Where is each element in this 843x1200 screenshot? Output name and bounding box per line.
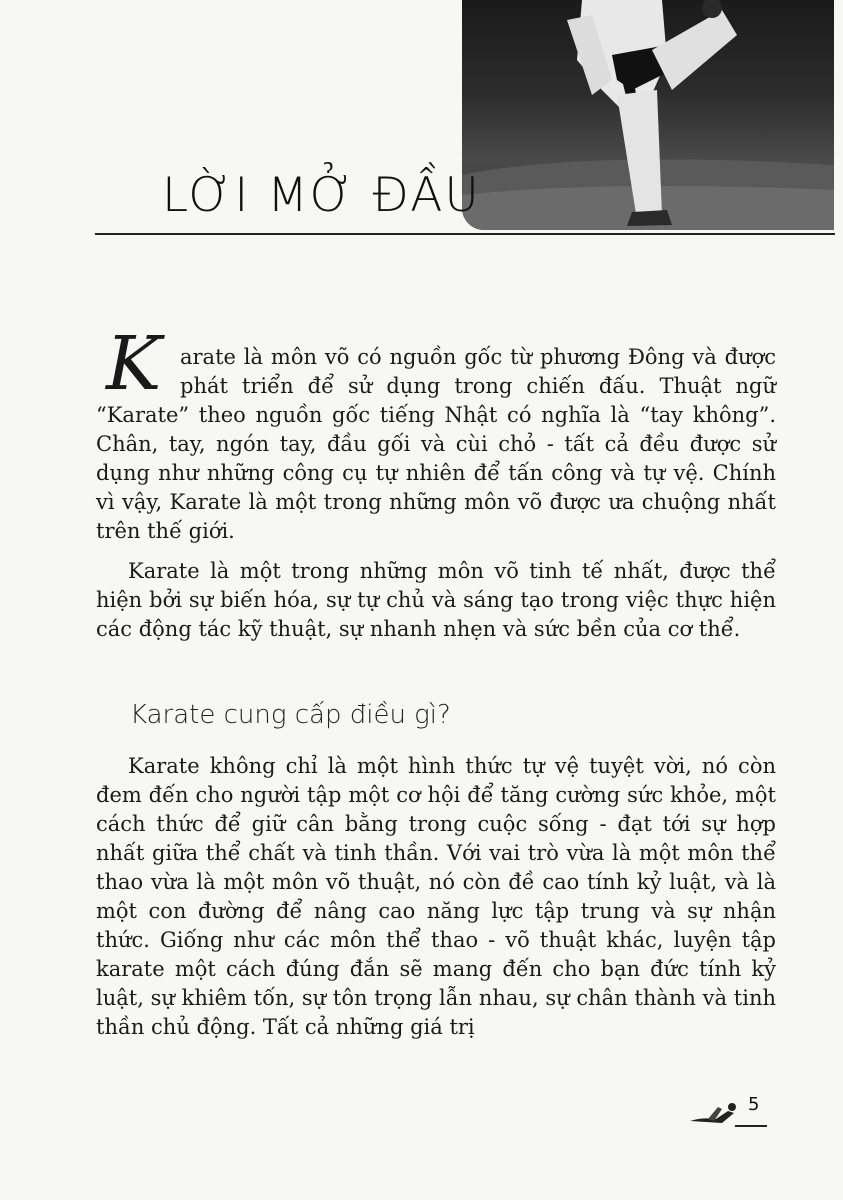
section-paragraph: Karate không chỉ là một hình thức tự vệ tuyệt vời, nó còn đem đến cho người tập một cơ hội để tăng cường sức khỏe, một cách thức để giữ cân bằng trong cuộc sống - đạt tới sự hợp nhất giữa thể chất và tinh thần. Với vai trò vừa là một môn thể thao vừa là một môn võ thuật, nó còn đề cao tính kỷ luật, và là một con đường để nâng cao năng lực tập trung và sự nhận thức. Giống như các môn thể thao - võ thuật khác, luyện tập karate một cách đúng đắn sẽ mang đến cho bạn đức tính kỷ luật, sự khiêm tốn, sự tôn trọng lẫn nhau, sự chân thành và tinh thần chủ động. Tất cả những giá trị: [96, 754, 776, 1039]
karate-kick-photo: [462, 0, 834, 230]
title-divider: [95, 233, 835, 235]
intro-paragraph-1-text: arate là môn võ có nguồn gốc từ phương Đông và được phát triển để sử dụng trong chiến đấu. Thuật ngữ “Karate” theo nguồn gốc tiếng Nhật có nghĩa là “tay không”. Chân, tay, ngón tay, đầu gối và cùi chỏ - tất cả đều được sử dụng như những công cụ tự nhiên để tấn công và tự vệ. Chính vì vậy, Karate là một trong những môn võ được ưa chuộng nhất trên thế giới.: [96, 345, 776, 543]
intro-paragraph-1: [96, 321, 776, 546]
karate-figure-illustration: [462, 0, 834, 230]
drop-cap: K: [106, 321, 162, 407]
intro-paragraph-2: Karate là một trong những môn võ tinh tế nhất, được thể hiện bởi sự biến hóa, sự tự chủ và sáng tạo trong việc thực hiện các động tác kỹ thuật, sự nhanh nhẹn và sức bền của cơ thể.: [96, 559, 776, 641]
page-number: 5: [748, 1094, 760, 1115]
karate-figure-icon: [688, 1097, 738, 1127]
page-title: LỜI MỞ ĐẦU: [162, 168, 481, 223]
section-heading: Karate cung cấp điều gì?: [130, 700, 451, 730]
footer-divider: [735, 1125, 767, 1127]
